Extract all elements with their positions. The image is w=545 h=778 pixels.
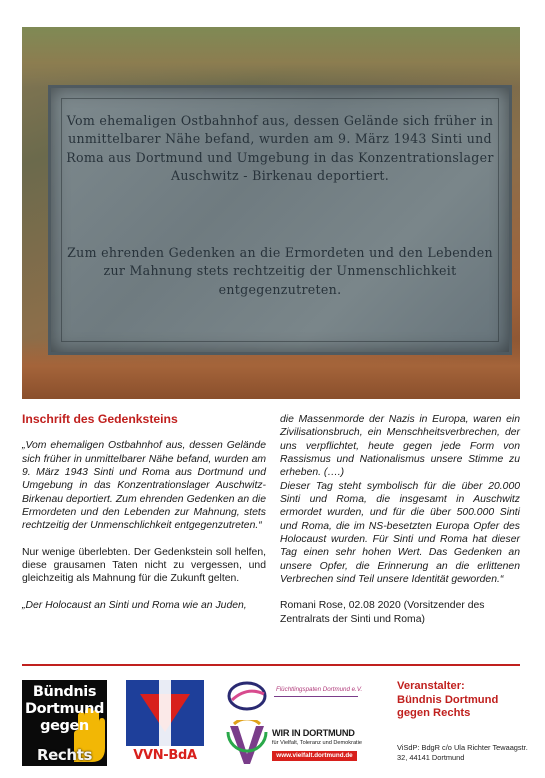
logo-line-4: Rechts [37,746,92,764]
globe-icon [224,680,270,712]
v-icon [224,720,270,768]
logo-text: Flüchtlingspaten Dortmund e.V. [276,686,363,693]
red-triangle-icon [126,680,204,746]
right-column [280,413,520,626]
logo-label: VVN-BdA [133,748,197,763]
buendnis-logo [22,680,107,766]
footer-divider [22,664,520,666]
plaque-text-2: Zum ehrenden Gedenken an die Ermordeten und den Lebenden zur Mahnung stets rechtzeitig der Unmenschlichkeit entgegenzutreten. [67,245,493,297]
body-paragraph: Nur wenige überlebten. Der Gedenkstein soll helfen, diese grausamen Taten nicht zu vergessen, und gleichzeitig als Mahnung für die Zukunft gelten. [22,546,266,585]
visdp-note: ViSdP: BdgR c/o Ula Richter Tewaagstr. 32, 44141 Dortmund [397,743,528,762]
vielfalt-logo [224,720,362,768]
logo-line-3: gegen [40,718,89,734]
memorial-plaque [48,85,512,355]
moss-area [22,27,520,87]
plaque-text-1: Vom ehemaligen Ostbahnhof aus, dessen Gelände sich früher in unmittelbarer Nähe befand, wurden am 9. März 1943 Sinti und Roma aus Dortmund und Umgebung in das Konzentrationslager Auschwitz - Birkenau deportiert. [66,113,494,184]
attribution: Romani Rose, 02.08 2020 (Vorsitzender des Zentralrats der Sinti und Roma) [280,600,485,625]
logo-underline [274,696,358,697]
left-column [22,413,266,612]
quote-continuation: die Massenmorde der Nazis in Europa, waren ein Zivilisationsbruch, ein Menschheitsverbrechen, der uns verpflichtet, heute gegen jede Form von Rassismus und Nationalismus unsere Stimme zu erheben. (….) [280,414,520,479]
logo-line-2: Dortmund [24,701,104,717]
logo-subtitle: für Vielfalt, Toleranz und Demokratie [272,740,362,746]
vvn-bda-logo [126,680,204,766]
quote-start: „Der Holocaust an Sinti und Roma wie an Juden, [22,599,247,611]
logo-line-1: Bündnis [32,684,97,700]
memorial-stone-photo [22,27,520,399]
inscription-quote: „Vom ehemaligen Ostbahnhof aus, dessen Gelände sich früher in unmittelbarer Nähe befand, wurden am 9. März 1943 Sinti und Roma aus Dortmund und Umgebung in das Konzentrationslager Auschwitz-Birkenau deportiert. Zum ehrenden Gedenken an die Ermordeten und den Lebenden zur Mahnung, stets rechtzeitig der Unmenschlichkeit entgegenzutreten.“ [22,440,266,532]
quote-end: Dieser Tag steht symbolisch für die über 20.000 Sinti und Roma, die insgesamt in Auschwitz ermordet wurden, und für die über 500.000 Sinti und Roma, die im NS-besetzten Europa Opfer des Holocaust wurden. Für Sinti und Roma hat dieser Tag einen sehr hohen Wert. Das Gedenken an unsere Opfer, die Erinnerung an die erlittenen Verbrechen sind Teil unsere Identität geworden.“ [280,480,520,586]
section-heading: Inschrift des Gedenksteins [22,412,178,426]
fluechtlingspaten-logo [224,680,363,712]
organizer-name-2: gegen Rechts [397,707,471,719]
logo-url: www.vielfalt.dortmund.de [272,751,357,761]
organizer-block [397,680,527,721]
logo-title: WIR IN DORTMUND [272,728,355,738]
organizer-label: Veranstalter: [397,680,465,692]
organizer-name-1: Bündnis Dortmund [397,693,499,706]
